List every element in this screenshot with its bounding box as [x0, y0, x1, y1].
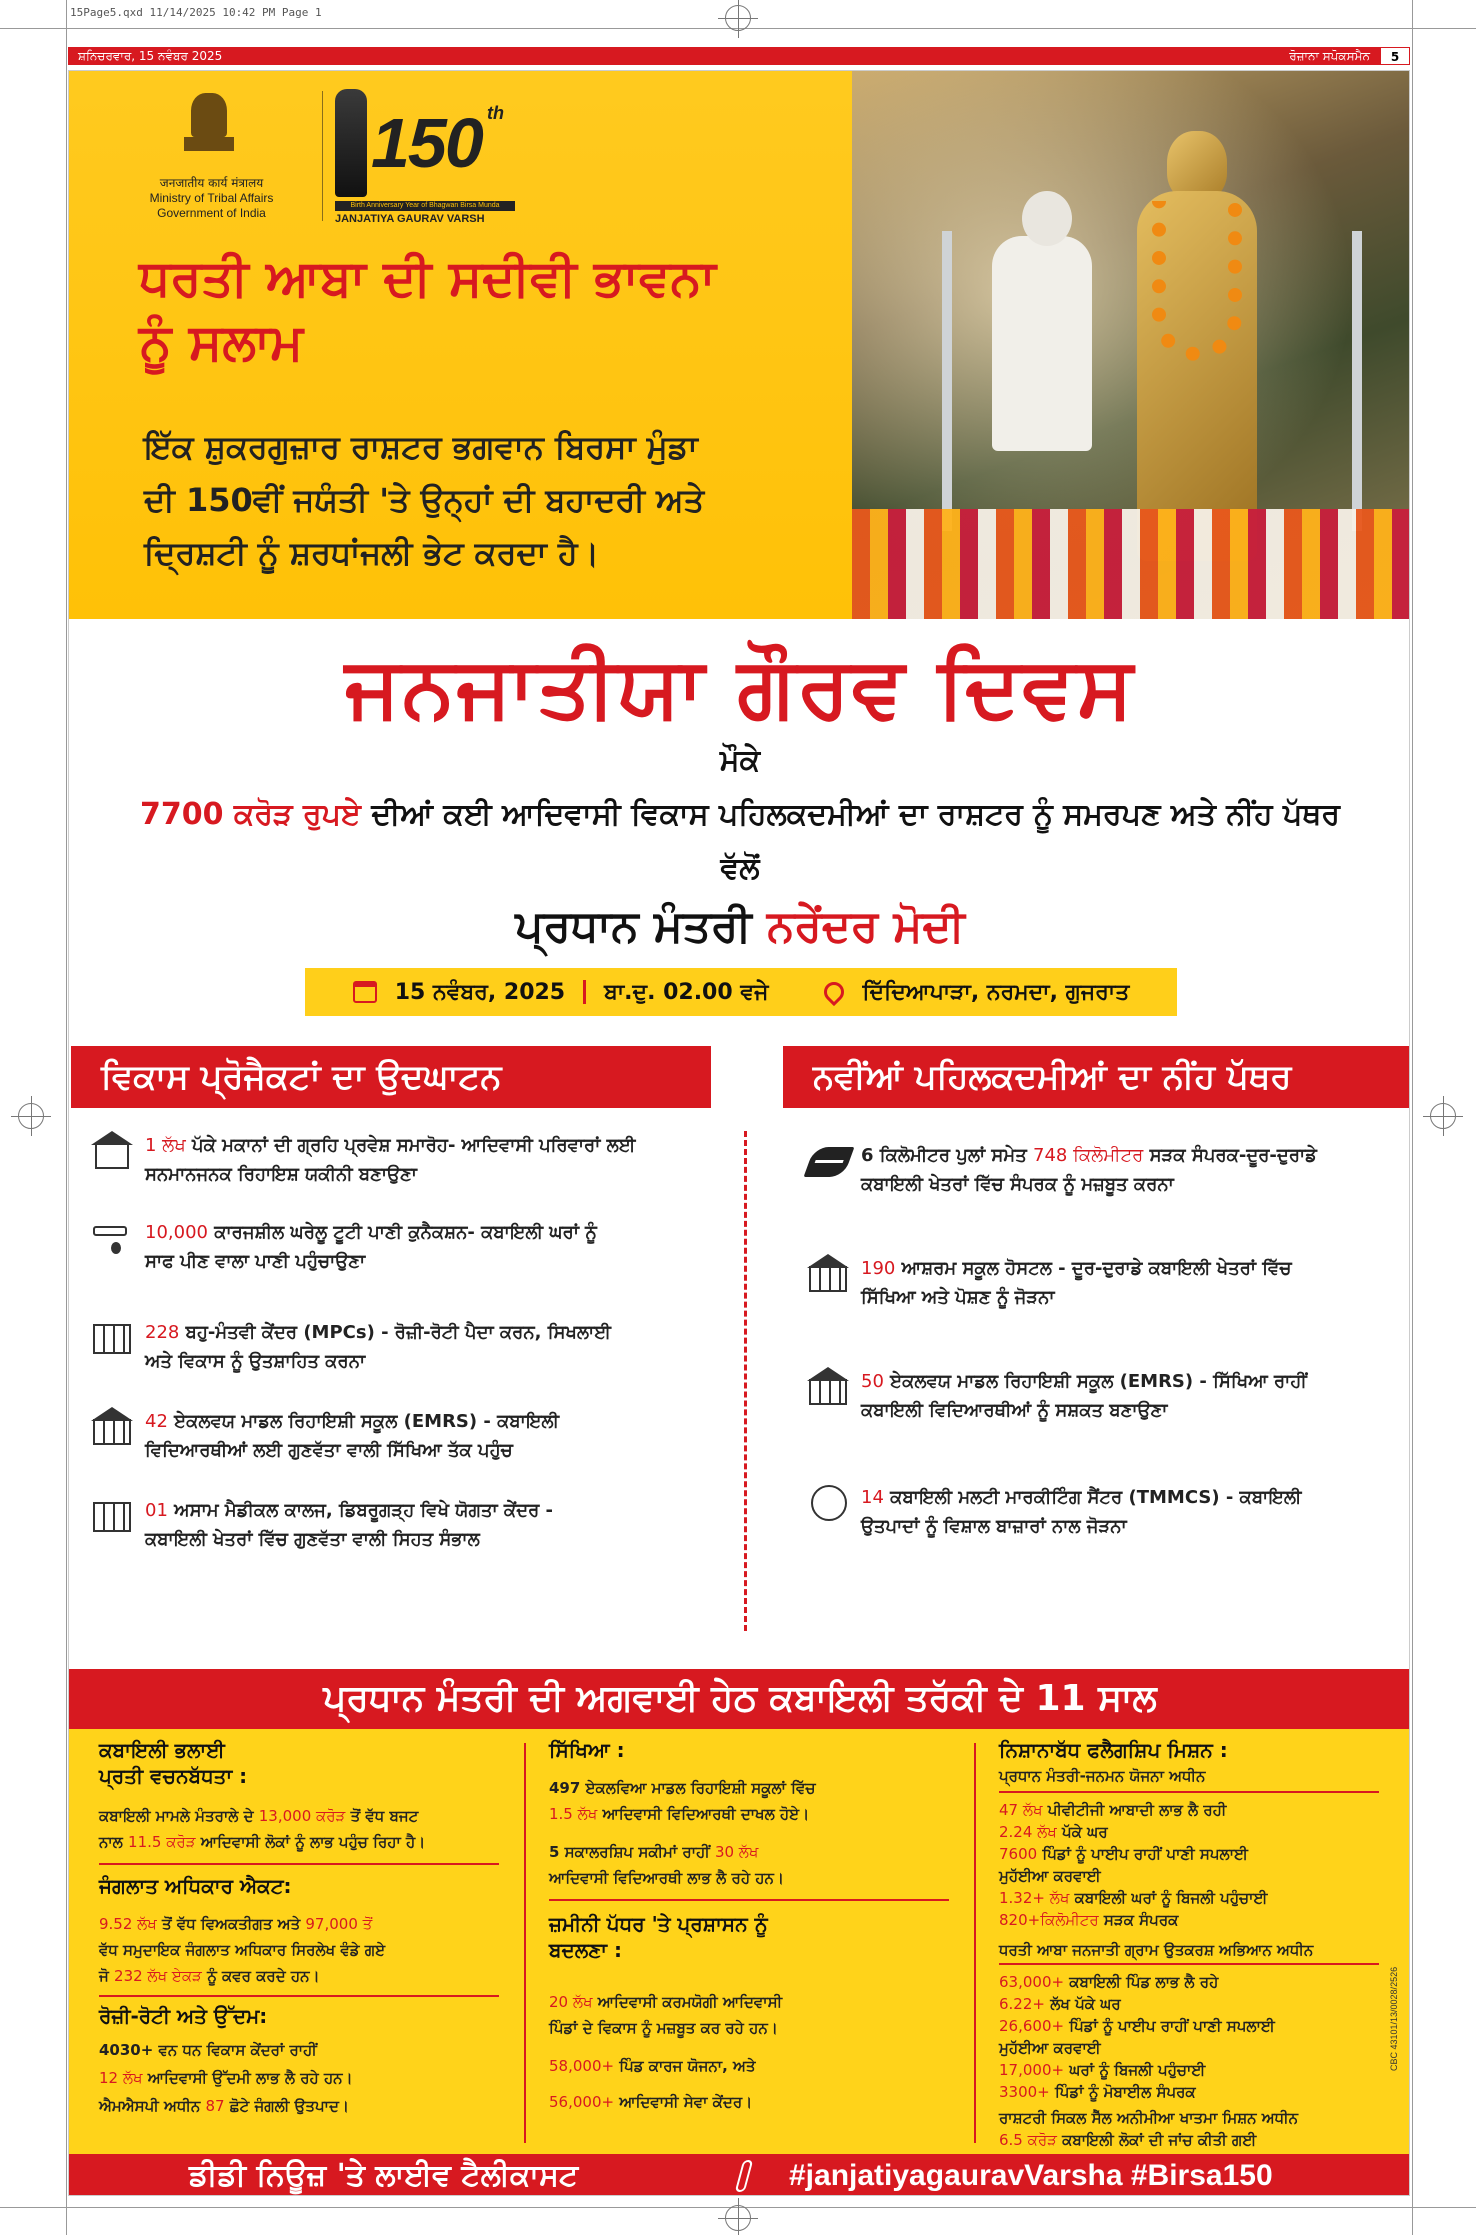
event-date: 15 ਨਵੰਬਰ, 2025 [394, 979, 566, 1005]
janjatiya-gaurav-varsh-logo [335, 89, 585, 229]
person-paying-tribute [982, 191, 1092, 451]
item-text-line-2: ਸਿੱਖਿਆ ਅਤੇ ਪੋਸ਼ਣ ਨੂੰ ਜੋੜਨਾ [861, 1287, 1055, 1308]
event-separator [583, 980, 586, 1004]
item-number: 50 [861, 1371, 884, 1392]
stat-line: ਮੁਹੱਈਆ ਕਰਵਾਈ [999, 2039, 1101, 2057]
calendar-icon [353, 981, 377, 1003]
by-label: ਵੱਲੋਂ [720, 851, 760, 886]
pm-name: ਨਰੇਂਦਰ ਮੋਦੀ [766, 901, 965, 952]
foundation-item [807, 1367, 1407, 1425]
hero-subtitle [144, 421, 864, 580]
stat-line: ਆਦਿਵਾਸੀ ਵਿਦਿਆਰਥੀ ਲਾਭ ਲੈ ਰਹੇ ਹਨ। [549, 1869, 784, 1887]
inauguration-item [91, 1218, 731, 1276]
inauguration-item [91, 1407, 731, 1465]
stat-line: 1.32+ ਲੱਖ ਕਬਾਇਲੀ ਘਰਾਂ ਨੂੰ ਬਿਜਲੀ ਪਹੁੰਚਾਈ [999, 1889, 1268, 1907]
foundation-item [807, 1141, 1407, 1199]
separator-icon [735, 2160, 754, 2192]
yellow-column-divider [524, 1743, 526, 2143]
item-text: ਆਸ਼ਰਮ ਸਕੂਲ ਹੋਸਟਲ - ਦੂਰ-ਦੁਰਾਡੇ ਕਬਾਇਲੀ ਖੇਤਰਾਂ ਵਿੱਚ [895, 1258, 1292, 1279]
livelihood-title: ਰੋਜ਼ੀ-ਰੋਟੀ ਅਤੇ ਉੱਦਮ: [99, 2004, 268, 2028]
road-icon [807, 1141, 851, 1181]
location-pin-icon [820, 978, 848, 1006]
item-text-prefix: 6 ਕਿਲੋਮੀਟਰ ਪੁਲਾਂ ਸਮੇਤ [861, 1145, 1034, 1166]
newspaper-folio [68, 47, 1410, 65]
forest-rights-title: ਜੰਗਲਾਤ ਅਧਿਕਾਰ ਐਕਟ: [99, 1874, 292, 1898]
page-slug: 15Page5.qxd 11/14/2025 10:42 PM Page 1 [70, 6, 322, 19]
item-text: ਸੜਕ ਸੰਪਰਕ-ਦੂਰ-ਦੁਰਾਡੇ [1143, 1145, 1317, 1166]
stat-line: 3300+ ਪਿੰਡਾਂ ਨੂੰ ਮੋਬਾਈਲ ਸੰਪਰਕ [999, 2083, 1196, 2101]
foundation-item [807, 1254, 1407, 1312]
stat-line: ਜੋ 232 ਲੱਖ ਏਕੜ ਨੂੰ ਕਵਰ ਕਰਦੇ ਹਨ। [99, 1967, 320, 1985]
stat-line: 47 ਲੱਖ ਪੀਵੀਟੀਜੀ ਆਬਾਦੀ ਲਾਭ ਲੈ ਰਹੀ [999, 1801, 1227, 1819]
stat-line: 6.5 ਕਰੋੜ ਕਬਾਇਲੀ ਲੋਕਾਂ ਦੀ ਜਾਂਚ ਕੀਤੀ ਗਈ [999, 2131, 1257, 2149]
folio-date: ਸ਼ਨਿਚਰਵਾਰ, 15 ਨਵੰਬਰ 2025 [78, 49, 223, 63]
stat-line: 820+ਕਿਲੋਮੀਟਰ ਸੜਕ ਸੰਪਰਕ [999, 1911, 1179, 1929]
mission-subheading: ਧਰਤੀ ਆਬਾ ਜਨਜਾਤੀ ਗ੍ਰਾਮ ਉਤਕਰਸ਼ ਅਭਿਆਨ ਅਧੀਨ [999, 1941, 1314, 1959]
tribal-welfare-title [99, 1737, 247, 1789]
water-tap-icon [91, 1218, 135, 1258]
item-text-line-2: ਵਿਦਿਆਰਥੀਆਂ ਲਈ ਗੁਣਵੱਤਾ ਵਾਲੀ ਸਿੱਖਿਆ ਤੱਕ ਪਹੁੰਚ [145, 1440, 513, 1461]
stat-line: ਕਬਾਇਲੀ ਮਾਮਲੇ ਮੰਤਰਾਲੇ ਦੇ 13,000 ਕਰੋੜ ਤੋਂ ਵੱਧ ਬਜਟ [99, 1807, 419, 1825]
advertisement [68, 70, 1410, 2196]
foundation-heading: ਨਵੀਂਆਂ ਪਹਿਲਕਦਮੀਆਂ ਦਾ ਨੀਂਹ ਪੱਥਰ [783, 1046, 1409, 1108]
column-divider [744, 1131, 747, 1631]
stat-line: ਮੁਹੱਈਆ ਕਰਵਾਈ [999, 1867, 1101, 1885]
registration-mark-top [725, 5, 751, 31]
hero-subtitle-line-2: ਦੀ 150ਵੀਂ ਜਯੰਤੀ 'ਤੇ ਉਨ੍ਹਾਂ ਦੀ ਬਹਾਦਰੀ ਅਤੇ [144, 481, 705, 519]
item-text-line-2: ਉਤਪਾਦਾਂ ਨੂੰ ਵਿਸ਼ਾਲ ਬਾਜ਼ਾਰਾਂ ਨਾਲ ਜੋੜਨਾ [861, 1516, 1127, 1537]
hero-title-line-1: ਧਰਤੀ ਆਬਾ ਦੀ ਸਦੀਵੀ ਭਾਵਨਾ [139, 249, 716, 307]
stat-line: 17,000+ ਘਰਾਂ ਨੂੰ ਬਿਜਲੀ ਪਹੁੰਚਾਈ [999, 2061, 1206, 2079]
live-telecast-text: ਡੀਡੀ ਨਿਊਜ਼ 'ਤੇ ਲਾਈਵ ਟੈਲੀਕਾਸਟ [189, 2158, 579, 2193]
school-icon [91, 1407, 135, 1447]
flower-decoration [852, 509, 1410, 619]
inauguration-item [91, 1318, 731, 1376]
mission-subheading: ਰਾਸ਼ਟਰੀ ਸਿਕਲ ਸੈੱਲ ਅਨੀਮੀਆ ਖਾਤਮਾ ਮਿਸ਼ਨ ਅਧੀਨ [999, 2109, 1299, 2127]
stat-line: ਨਾਲ 11.5 ਕਰੋੜ ਆਦਿਵਾਸੀ ਲੋਕਾਂ ਨੂੰ ਲਾਭ ਪਹੁੰਚ ਰਿਹਾ ਹੈ। [99, 1833, 426, 1851]
eleven-years-banner: ਪ੍ਰਧਾਨ ਮੰਤਰੀ ਦੀ ਅਗਵਾਈ ਹੇਠ ਕਬਾਇਲੀ ਤਰੱਕੀ ਦੇ 11 ਸਾਲ [69, 1669, 1410, 1729]
stat-line: 6.22+ ਲੱਖ ਪੱਕੇ ਘਰ [999, 1995, 1121, 2013]
item-text-line-2: ਸਾਫ ਪੀਣ ਵਾਲਾ ਪਾਣੀ ਪਹੁੰਚਾਉਣਾ [145, 1251, 366, 1272]
stat-line: 58,000+ ਪਿੰਡ ਕਾਰਜ ਯੋਜਨਾ, ਅਤੇ [549, 2057, 756, 2075]
item-text-line-2: ਕਬਾਇਲੀ ਵਿਦਿਆਰਥੀਆਂ ਨੂੰ ਸਸ਼ਕਤ ਬਣਾਉਣਾ [861, 1400, 1168, 1421]
house-icon [91, 1131, 135, 1171]
multipurpose-centre-icon [91, 1318, 135, 1358]
hero-subtitle-line-3: ਦ੍ਰਿਸ਼ਟੀ ਨੂੰ ਸ਼ਰਧਾਂਜਲੀ ਭੇਟ ਕਰਦਾ ਹੈ। [144, 534, 600, 572]
dedication-amount: 7700 ਕਰੋੜ ਰੁਪਏ [139, 797, 361, 832]
folio-newspaper-name: ਰੋਜ਼ਾਨਾ ਸਪੋਕਸਮੈਨ [1289, 49, 1370, 63]
item-text-line-2: ਕਬਾਇਲੀ ਖੇਤਰਾਂ ਵਿੱਚ ਸੰਪਰਕ ਨੂੰ ਮਜ਼ਬੂਤ ਕਰਨਾ [861, 1174, 1174, 1195]
item-text: ਬਹੁ-ਮੰਤਵੀ ਕੇਂਦਰ (MPCs) - ਰੋਜ਼ੀ-ਰੋਟੀ ਪੈਦਾ ਕਰਨ, ਸਿਖਲਾਈ [179, 1322, 611, 1343]
footer-bar [69, 2154, 1410, 2196]
hostel-icon [807, 1254, 851, 1294]
stat-line: ਪਿੰਡਾਂ ਦੇ ਵਿਕਾਸ ਨੂੰ ਮਜ਼ਬੂਤ ਕਰ ਰਹੇ ਹਨ। [549, 2019, 778, 2037]
government-name: Government of India [157, 206, 266, 220]
logo-divider [322, 91, 323, 221]
stat-line: 9.52 ਲੱਖ ਤੋਂ ਵੱਧ ਵਿਅਕਤੀਗਤ ਅਤੇ 97,000 ਤੋਂ [99, 1915, 373, 1933]
item-text: ਅਸਾਮ ਮੈਡੀਕਲ ਕਾਲਜ, ਡਿਬਰੂਗੜ੍ਹ ਵਿਖੇ ਯੋਗਤਾ ਕੇਂਦਰ - [167, 1500, 554, 1521]
national-emblem-icon [179, 93, 239, 163]
stat-line: ਐਮਐਸਪੀ ਅਧੀਨ 87 ਛੋਟੇ ਜੰਗਲੀ ਉਤਪਾਦ। [99, 2097, 350, 2115]
registration-mark-right [1430, 1103, 1456, 1129]
item-text: ਪੱਕੇ ਮਕਾਨਾਂ ਦੀ ਗ੍ਰਹਿ ਪ੍ਰਵੇਸ਼ ਸਮਾਰੋਹ- ਆਦਿਵਾਸੀ ਪਰਿਵਾਰਾਂ ਲਈ [185, 1135, 636, 1156]
hashtags: #janjatiyagauravVarsha #Birsa150 [789, 2159, 1273, 2192]
logo-name: JANJATIYA GAURAV VARSH [335, 213, 485, 225]
item-number: 190 [861, 1258, 896, 1279]
statue-tribute-photo [852, 71, 1410, 619]
flagship-missions-title: ਨਿਸ਼ਾਨਾਬੱਧ ਫਲੈਗਸ਼ਿਪ ਮਿਸ਼ਨ : [999, 1738, 1228, 1762]
hero-title [139, 246, 859, 374]
achievements-column-2 [549, 1729, 959, 2154]
cbc-code: CBC 43101/13/0028/2526 [1389, 1966, 1399, 2071]
mission-subheading: ਪ੍ਰਧਾਨ ਮੰਤਰੀ-ਜਨਮਨ ਯੋਜਨਾ ਅਧੀਨ [999, 1767, 1206, 1785]
statue-figure [1122, 131, 1272, 561]
ministry-block [109, 176, 314, 221]
stat-line: 497 ਏਕਲਵਿਆ ਮਾਡਲ ਰਿਹਾਇਸ਼ੀ ਸਕੂਲਾਂ ਵਿੱਚ [549, 1779, 816, 1797]
item-number: 14 [861, 1487, 884, 1508]
stat-line: 7600 ਪਿੰਡਾਂ ਨੂੰ ਪਾਈਪ ਰਾਹੀਂ ਪਾਣੀ ਸਪਲਾਈ [999, 1845, 1248, 1863]
ministry-name-english: Ministry of Tribal Affairs [149, 191, 274, 205]
title-line-2: ਬਦਲਣਾ : [549, 1938, 622, 1962]
item-text: ਕਬਾਇਲੀ ਮਲਟੀ ਮਾਰਕੀਟਿੰਗ ਸੈਂਟਰ (TMMCS) - ਕਬਾਇਲੀ [883, 1487, 1302, 1508]
stat-line: 26,600+ ਪਿੰਡਾਂ ਨੂੰ ਪਾਈਪ ਰਾਹੀਂ ਪਾਣੀ ਸਪਲਾਈ [999, 2017, 1275, 2035]
item-text: ਕਾਰਜਸ਼ੀਲ ਘਰੇਲੂ ਟੂਟੀ ਪਾਣੀ ਕੁਨੈਕਸ਼ਨ- ਕਬਾਇਲੀ ਘਰਾਂ ਨੂੰ [207, 1222, 597, 1243]
item-number: 748 ਕਿਲੋਮੀਟਰ [1033, 1145, 1144, 1166]
stat-line: 20 ਲੱਖ ਆਦਿਵਾਸੀ ਕਰਮਯੋਗੀ ਆਦਿਵਾਸੀ [549, 1993, 783, 2011]
school-icon [807, 1367, 851, 1407]
section-rule [999, 1791, 1379, 1793]
governance-title [549, 1911, 768, 1963]
event-details-bar [305, 968, 1177, 1016]
item-number: 01 [145, 1500, 168, 1521]
section-rule [549, 1899, 949, 1901]
achievements-column-1 [99, 1729, 509, 2154]
stat-line: 1.5 ਲੱਖ ਆਦਿਵਾਸੀ ਵਿਦਿਆਰਥੀ ਦਾਖਲ ਹੋਏ। [549, 1805, 810, 1823]
item-text-line-2: ਅਤੇ ਵਿਕਾਸ ਨੂੰ ਉਤਸ਼ਾਹਿਤ ਕਰਨਾ [145, 1351, 366, 1372]
logo-th: th [487, 103, 504, 123]
stat-line: ਵੱਧ ਸਮੁਦਾਇਕ ਜੰਗਲਾਤ ਅਧਿਕਾਰ ਸਿਰਲੇਖ ਵੰਡੇ ਗਏ [99, 1941, 386, 1959]
section-rule [99, 1995, 499, 1997]
marketing-centre-icon [807, 1483, 851, 1523]
item-text: ਏਕਲਵਯ ਮਾਡਲ ਰਿਹਾਇਸ਼ੀ ਸਕੂਲ (EMRS) - ਸਿੱਖਿਆ ਰਾਹੀਂ [883, 1371, 1307, 1392]
stat-line: 63,000+ ਕਬਾਇਲੀ ਪਿੰਡ ਲਾਭ ਲੈ ਰਹੇ [999, 1973, 1219, 1991]
item-number: 10,000 [145, 1222, 208, 1243]
dedication-line [69, 797, 1410, 832]
education-title: ਸਿੱਖਿਆ : [549, 1738, 625, 1762]
inauguration-heading: ਵਿਕਾਸ ਪ੍ਰੋਜੈਕਟਾਂ ਦਾ ਉਦਘਾਟਨ [71, 1046, 711, 1108]
stat-line: 2.24 ਲੱਖ ਪੱਕੇ ਘਰ [999, 1823, 1108, 1841]
item-text-line-2: ਕਬਾਇਲੀ ਖੇਤਰਾਂ ਵਿੱਚ ਗੁਣਵੱਤਾ ਵਾਲੀ ਸਿਹਤ ਸੰਭਾਲ [145, 1529, 480, 1550]
occasion-label: ਮੌਕੇ [719, 743, 761, 778]
title-line-2: ਪ੍ਰਤੀ ਵਚਨਬੱਧਤਾ : [99, 1764, 248, 1788]
medical-college-icon [91, 1496, 135, 1536]
stat-line: 56,000+ ਆਦਿਵਾਸੀ ਸੇਵਾ ਕੇਂਦਰ। [549, 2093, 753, 2111]
item-text-line-2: ਸਨਮਾਨਜਨਕ ਰਿਹਾਇਸ਼ ਯਕੀਨੀ ਬਣਾਉਣਾ [145, 1164, 417, 1185]
dedication-text: ਦੀਆਂ ਕਈ ਆਦਿਵਾਸੀ ਵਿਕਾਸ ਪਹਿਲਕਦਮੀਆਂ ਦਾ ਰਾਸ਼ਟਰ ਨੂੰ ਸਮਰਪਣ ਅਤੇ ਨੀਂਹ ਪੱਥਰ [360, 797, 1340, 832]
yellow-column-divider [974, 1743, 976, 2143]
hero-section [69, 71, 1410, 619]
ministry-name-hindi: जनजातीय कार्य मंत्रालय [159, 176, 264, 190]
logo-tagline: Birth Anniversary Year of Bhagwan Birsa Munda [335, 201, 515, 211]
birsa-munda-figure-icon [335, 89, 367, 197]
inauguration-item [91, 1496, 731, 1554]
main-title: ਜਨਜਾਤੀਯਾ ਗੌਰਵ ਦਿਵਸ [345, 638, 1135, 736]
achievements-section [69, 1729, 1410, 2154]
item-number: 42 [145, 1411, 168, 1432]
event-place: ਦਿੱਦਿਆਪਾੜਾ, ਨਰਮਦਾ, ਗੁਜਰਾਤ [862, 979, 1130, 1005]
inauguration-item [91, 1131, 731, 1189]
hero-title-line-2: ਨੂੰ ਸਲਾਮ [139, 313, 304, 371]
item-number: 228 [145, 1322, 180, 1343]
prime-minister-line [69, 901, 1410, 952]
stat-line: 5 ਸਕਾਲਰਸ਼ਿਪ ਸਕੀਮਾਂ ਰਾਹੀਂ 30 ਲੱਖ [549, 1843, 759, 1861]
stat-line: 4030+ ਵਨ ਧਨ ਵਿਕਾਸ ਕੇਂਦਰਾਂ ਰਾਹੀਂ [99, 2041, 317, 2059]
section-rule [99, 1863, 499, 1865]
hero-subtitle-line-1: ਇੱਕ ਸ਼ੁਕਰਗੁਜ਼ਾਰ ਰਾਸ਼ਟਰ ਭਗਵਾਨ ਬਿਰਸਾ ਮੁੰਡਾ [144, 428, 698, 466]
logo-150: 150 [371, 104, 482, 182]
foundation-item [807, 1483, 1407, 1541]
registration-mark-left [18, 1103, 44, 1129]
item-text: ਏਕਲਵਯ ਮਾਡਲ ਰਿਹਾਇਸ਼ੀ ਸਕੂਲ (EMRS) - ਕਬਾਇਲੀ [167, 1411, 560, 1432]
item-number: 1 ਲੱਖ [145, 1135, 186, 1156]
title-line-1: ਜ਼ਮੀਨੀ ਪੱਧਰ 'ਤੇ ਪ੍ਰਸ਼ਾਸਨ ਨੂੰ [549, 1912, 768, 1936]
stat-line: 12 ਲੱਖ ਆਦਿਵਾਸੀ ਉੱਦਮੀ ਲਾਭ ਲੈ ਰਹੇ ਹਨ। [99, 2069, 353, 2087]
section-rule [999, 1963, 1379, 1965]
achievements-column-3 [999, 1729, 1399, 2154]
pm-prefix: ਪ੍ਰਧਾਨ ਮੰਤਰੀ [515, 901, 767, 952]
title-line-1: ਕਬਾਇਲੀ ਭਲਾਈ [99, 1738, 225, 1762]
registration-mark-bottom [725, 2205, 751, 2231]
folio-page-number: 5 [1380, 47, 1410, 65]
event-time: ਬਾ.ਦੁ. 02.00 ਵਜੇ [604, 979, 769, 1005]
